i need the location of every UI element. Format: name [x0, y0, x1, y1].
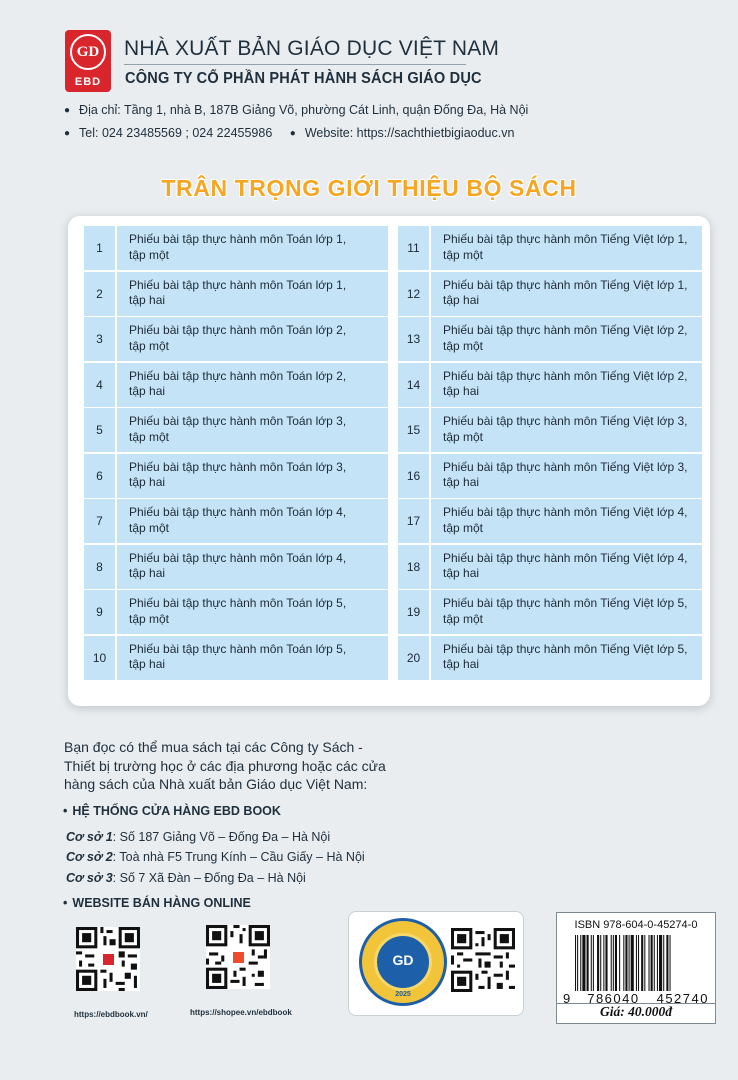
book-number: 5	[84, 408, 117, 452]
branch-address: : Số 187 Giảng Võ – Đống Đa – Hà Nội	[112, 830, 331, 844]
book-number: 2	[84, 272, 117, 316]
book-row	[398, 590, 702, 634]
book-title-line-2: tập hai	[129, 475, 166, 489]
book-row	[398, 636, 702, 680]
bullet-dot-icon: •	[63, 804, 68, 818]
book-row	[398, 545, 702, 589]
barcode-bar	[625, 935, 627, 991]
barcode-bar	[641, 935, 643, 991]
barcode-digit-group-1: 786040	[587, 991, 640, 1006]
book-title-line-1: Phiếu bài tập thực hành môn Toán lớp 2,	[129, 368, 347, 383]
book-title	[117, 590, 388, 634]
book-title-line-1: Phiếu bài tập thực hành môn Toán lớp 1,	[129, 277, 347, 292]
book-title-line-1: Phiếu bài tập thực hành môn Tiếng Việt lớp 2,	[443, 368, 688, 383]
book-row	[398, 272, 702, 316]
book-title-line-1: Phiếu bài tập thực hành môn Tiếng Việt lớp 5,	[443, 596, 688, 610]
book-title-line-2: tập hai	[129, 566, 166, 580]
barcode-bar	[603, 935, 604, 991]
isbn-number: ISBN 978-604-0-45274-0	[574, 919, 698, 931]
online-heading-text: WEBSITE BÁN HÀNG ONLINE	[72, 896, 251, 910]
book-title	[431, 317, 702, 361]
book-title-line-1: Phiếu bài tập thực hành môn Toán lớp 4,	[129, 505, 347, 519]
book-title-line-2: tập hai	[129, 657, 166, 671]
barcode-bar	[575, 935, 576, 991]
book-title-line-1: Phiếu bài tập thực hành môn Tiếng Việt lớp 5,	[443, 641, 688, 656]
book-title-line-2: tập hai	[443, 566, 480, 580]
book-list-right	[398, 226, 702, 681]
book-list-card	[68, 216, 710, 706]
book-number: 3	[84, 317, 117, 361]
book-title	[117, 545, 388, 589]
book-title	[117, 226, 388, 270]
book-title-line-1: Phiếu bài tập thực hành môn Tiếng Việt lớp 1,	[443, 277, 688, 292]
book-title-line-2: tập hai	[443, 475, 480, 489]
seal-year: 2025	[395, 991, 411, 998]
book-title	[117, 272, 388, 316]
book-number: 18	[398, 545, 431, 589]
branch-address: : Toà nhà F5 Trung Kính – Cầu Giấy – Hà Nội	[112, 850, 365, 864]
book-number: 13	[398, 317, 431, 361]
barcode-bar	[591, 935, 592, 991]
branch-address: : Số 7 Xã Đàn – Đống Đa – Hà Nội	[112, 871, 306, 885]
book-number: 8	[84, 545, 117, 589]
book-row	[398, 226, 702, 270]
barcode-bar	[600, 935, 601, 991]
qr-pattern	[451, 928, 515, 992]
ebdbook-qr-code-icon[interactable]	[76, 927, 140, 991]
book-number: 12	[398, 272, 431, 316]
barcode-bar	[666, 935, 668, 991]
barcode-digit-first: 9	[563, 991, 571, 1006]
book-title-line-2: tập một	[443, 338, 484, 353]
book-row	[84, 226, 388, 270]
book-number: 20	[398, 636, 431, 680]
book-title-line-1: Phiếu bài tập thực hành môn Toán lớp 5,	[129, 596, 347, 610]
barcode-bar	[649, 935, 650, 991]
barcode-bar	[644, 935, 645, 991]
series-title: TRÂN TRỌNG GIỚI THIỆU BỘ SÁCH	[161, 175, 577, 201]
book-row	[84, 272, 388, 316]
book-number: 19	[398, 590, 431, 634]
barcode-bar	[587, 935, 589, 991]
address-text: Địa chỉ: Tầng 1, nhà B, 187B Giảng Võ, phường Cát Linh, quận Đống Đa, Hà Nội	[79, 103, 529, 117]
book-title	[431, 590, 702, 634]
book-title-line-2: tập hai	[129, 293, 166, 307]
barcode-bar	[582, 935, 585, 991]
book-title	[117, 636, 388, 680]
book-title	[117, 454, 388, 498]
barcode-bar	[619, 935, 620, 991]
bullet-dot-icon: ●	[64, 105, 71, 116]
book-row	[398, 454, 702, 498]
book-number: 7	[84, 499, 117, 543]
publisher-logo	[65, 30, 111, 92]
book-title-line-1: Phiếu bài tập thực hành môn Toán lớp 3,	[129, 414, 347, 428]
book-title-line-2: tập một	[443, 611, 484, 626]
book-list-left	[84, 226, 388, 681]
barcode-bar	[623, 935, 624, 991]
book-number: 16	[398, 454, 431, 498]
book-title-line-1: Phiếu bài tập thực hành môn Toán lớp 1,	[129, 232, 347, 246]
book-title	[431, 408, 702, 452]
book-title-line-2: tập một	[129, 520, 170, 535]
logo-circle: GD	[70, 34, 106, 70]
book-title-line-2: tập hai	[443, 657, 480, 671]
contact-line	[64, 126, 514, 140]
book-title-line-1: Phiếu bài tập thực hành môn Tiếng Việt lớp 4,	[443, 505, 688, 519]
seal-badge-icon	[359, 918, 447, 1006]
barcode-bar	[577, 935, 578, 991]
book-number: 9	[84, 590, 117, 634]
book-row	[84, 590, 388, 634]
isbn-box	[556, 912, 716, 1024]
book-title-line-1: Phiếu bài tập thực hành môn Tiếng Việt lớp 3,	[443, 414, 688, 428]
book-row	[84, 636, 388, 680]
book-title-line-1: Phiếu bài tập thực hành môn Tiếng Việt lớp 1,	[443, 232, 688, 246]
book-number: 6	[84, 454, 117, 498]
branch-key: Cơ sở 1	[66, 830, 113, 844]
book-title	[117, 317, 388, 361]
branch-key: Cơ sở 2	[66, 850, 113, 864]
barcode-bar	[605, 935, 607, 991]
book-row	[84, 454, 388, 498]
book-title-line-1: Phiếu bài tập thực hành môn Toán lớp 4,	[129, 550, 347, 565]
logo-label: EBD	[74, 76, 102, 88]
book-number: 14	[398, 363, 431, 407]
bullet-dot-icon: ●	[64, 128, 71, 139]
stores-heading	[63, 804, 281, 818]
book-title-line-2: tập một	[443, 429, 484, 444]
barcode-bar	[638, 935, 639, 991]
book-number: 10	[84, 636, 117, 680]
ebdbook-link[interactable]: https://ebdbook.vn/	[74, 1010, 148, 1019]
book-row	[84, 317, 388, 361]
book-number: 4	[84, 363, 117, 407]
book-row	[84, 545, 388, 589]
book-number: 1	[84, 226, 117, 270]
book-title-line-2: tập hai	[443, 384, 480, 398]
shopee-link[interactable]: https://shopee.vn/ebdbook	[190, 1008, 292, 1017]
barcode-digit-group-2: 452740	[656, 991, 709, 1006]
barcode-bar	[631, 935, 634, 991]
book-title	[117, 408, 388, 452]
book-title	[431, 545, 702, 589]
book-number: 15	[398, 408, 431, 452]
seal-qr-code-icon[interactable]	[451, 928, 515, 992]
barcode-bar	[593, 935, 594, 991]
bullet-dot-icon: •	[63, 896, 68, 910]
barcode-icon	[571, 935, 705, 991]
barcode-bars	[571, 935, 705, 991]
authenticity-seal-box	[348, 911, 524, 1016]
book-row	[398, 408, 702, 452]
branch-2	[66, 850, 365, 864]
seal-inner	[374, 933, 432, 991]
price-label: Giá: 40.000đ	[557, 1003, 715, 1021]
book-row	[84, 499, 388, 543]
company-name: CÔNG TY CỔ PHẦN PHÁT HÀNH SÁCH GIÁO DỤC	[125, 70, 482, 87]
branch-1	[66, 830, 330, 844]
publisher-name: NHÀ XUẤT BẢN GIÁO DỤC VIỆT NAM	[124, 37, 500, 60]
ebd-mini-logo-icon	[102, 953, 115, 966]
book-title-line-2: tập một	[443, 520, 484, 535]
book-row	[398, 499, 702, 543]
book-title	[117, 499, 388, 543]
barcode-bar	[613, 935, 614, 991]
barcode-bar	[659, 935, 662, 991]
barcode-bar	[629, 935, 630, 991]
barcode-bar	[611, 935, 612, 991]
book-title-line-2: tập hai	[129, 384, 166, 398]
barcode-bar	[580, 935, 581, 991]
book-title-line-2: tập một	[129, 247, 170, 262]
header-divider	[124, 64, 466, 65]
barcode-bar	[657, 935, 658, 991]
address-line	[64, 103, 528, 117]
book-number: 17	[398, 499, 431, 543]
book-title	[431, 363, 702, 407]
book-title-line-1: Phiếu bài tập thực hành môn Toán lớp 2,	[129, 323, 347, 337]
book-title-line-2: tập một	[129, 338, 170, 353]
book-title-line-2: tập một	[129, 611, 170, 626]
purchase-intro: Bạn đọc có thể mua sách tại các Công ty Sách - Thiết bị trường học ở các địa phương hoặc các cửa hàng sách của Nhà xuất bản Giáo dục Việt Nam:	[64, 739, 386, 792]
shopee-mini-logo-icon	[232, 951, 245, 964]
book-number: 11	[398, 226, 431, 270]
book-title-line-2: tập một	[129, 429, 170, 444]
book-row	[84, 408, 388, 452]
phone-text: Tel: 024 23485569 ; 024 22455986	[79, 126, 273, 140]
seal-center: GD	[392, 952, 414, 968]
book-title-line-1: Phiếu bài tập thực hành môn Tiếng Việt lớp 4,	[443, 550, 688, 565]
stores-heading-text: HỆ THỐNG CỬA HÀNG EBD BOOK	[72, 804, 281, 818]
book-title	[117, 363, 388, 407]
book-title	[431, 636, 702, 680]
online-heading	[63, 896, 251, 910]
book-title	[431, 226, 702, 270]
barcode-bar	[654, 935, 655, 991]
book-title-line-1: Phiếu bài tập thực hành môn Toán lớp 3,	[129, 459, 347, 474]
book-title-line-1: Phiếu bài tập thực hành môn Toán lớp 5,	[129, 641, 347, 656]
book-title	[431, 454, 702, 498]
book-title-line-1: Phiếu bài tập thực hành môn Tiếng Việt lớp 3,	[443, 459, 688, 474]
book-title	[431, 499, 702, 543]
bullet-dot-icon: ●	[289, 128, 296, 139]
book-title-line-2: tập một	[443, 247, 484, 262]
website-link[interactable]: Website: https://sachthietbigiaoduc.vn	[304, 126, 515, 140]
book-title-line-1: Phiếu bài tập thực hành môn Tiếng Việt lớp 2,	[443, 323, 688, 337]
shopee-qr-code-icon[interactable]	[206, 925, 270, 989]
barcode-bar	[651, 935, 653, 991]
barcode-bar	[597, 935, 599, 991]
barcode-bar	[636, 935, 637, 991]
book-row	[84, 363, 388, 407]
book-title	[431, 272, 702, 316]
barcode-bar	[663, 935, 664, 991]
branch-3	[66, 871, 306, 885]
book-row	[398, 317, 702, 361]
book-row	[398, 363, 702, 407]
book-title-line-2: tập hai	[443, 293, 480, 307]
barcode-bar	[615, 935, 617, 991]
branch-key: Cơ sở 3	[66, 871, 113, 885]
barcode-bar	[670, 935, 671, 991]
